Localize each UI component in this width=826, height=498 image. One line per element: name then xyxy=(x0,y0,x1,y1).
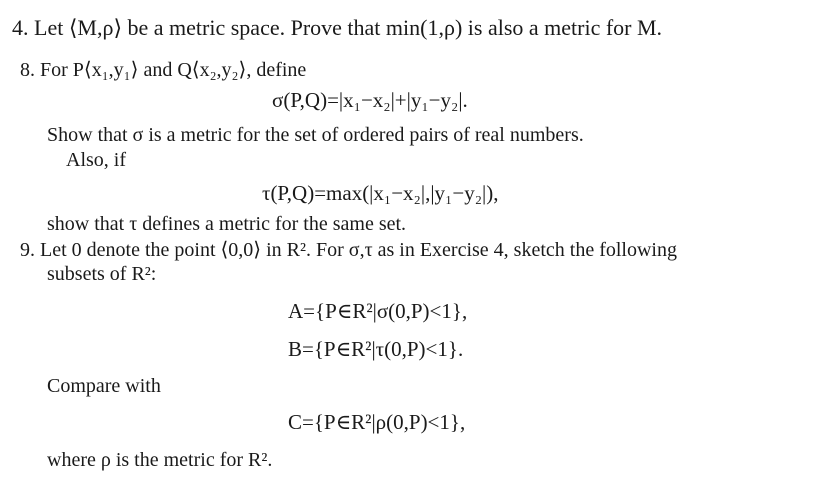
set-a: A={P∈R²|σ(0,P)<1}, xyxy=(288,299,468,323)
exercise-8-sigma-text: Show that σ is a metric for the set of ordered pairs of real numbers. xyxy=(47,124,584,146)
exercise-8-number: 8. xyxy=(20,59,35,81)
exercise-4-number: 4. xyxy=(12,15,29,40)
exercise-9-number: 9. xyxy=(20,239,35,261)
exercise-4-text: Let ⟨M,ρ⟩ be a metric space. Prove that min(1,ρ) is also a metric for M. xyxy=(34,15,663,40)
set-c: C={P∈R²|ρ(0,P)<1}, xyxy=(288,410,466,434)
exercise-8-tau-text: show that τ defines a metric for the same set. xyxy=(47,213,407,235)
exercise-8-also-if: Also, if xyxy=(66,149,126,171)
set-b: B={P∈R²|τ(0,P)<1}. xyxy=(288,337,464,361)
exercise-9-compare: Compare with xyxy=(47,375,161,397)
exercise-9-where: where ρ is the metric for R². xyxy=(47,449,273,471)
formula-tau: τ(P,Q)=max(|x₁−x₂|,|y₁−y₂|), xyxy=(262,181,499,205)
exercise-9-text-line1: Let 0 denote the point ⟨0,0⟩ in R². For σ,τ as in Exercise 4, sketch the following xyxy=(40,239,677,261)
formula-sigma: σ(P,Q)=|x₁−x₂|+|y₁−y₂|. xyxy=(272,88,468,112)
exercise-9-text-line2: subsets of R²: xyxy=(47,263,157,285)
exercise-8-intro: For P⟨x₁,y₁⟩ and Q⟨x₂,y₂⟩, define xyxy=(40,59,307,81)
